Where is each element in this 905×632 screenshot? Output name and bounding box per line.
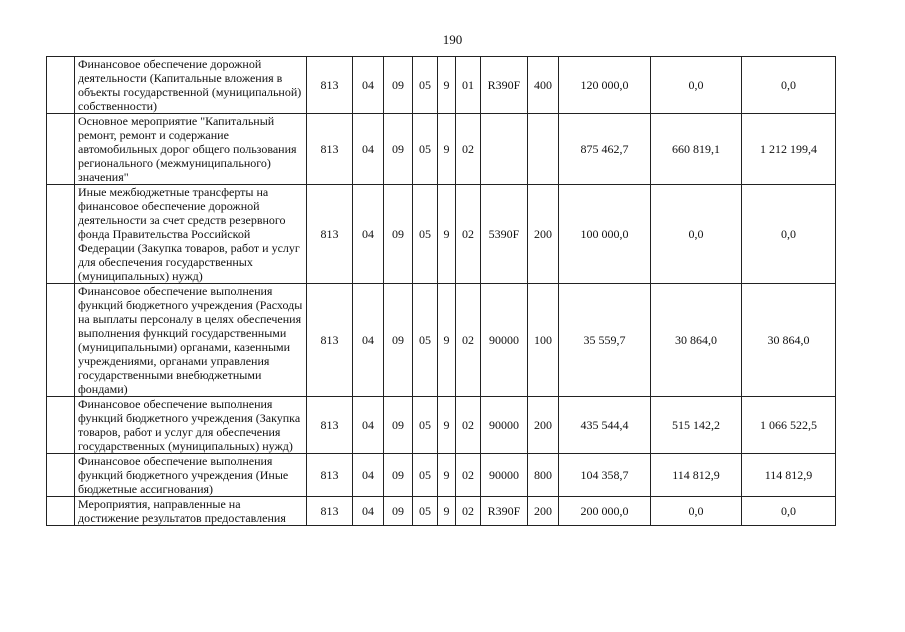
row-code-part-4: R390F [481,497,528,526]
row-code-part-3: 02 [456,114,481,185]
row-blank-cell [47,454,75,497]
table-row [47,397,836,454]
row-amount-year-1: 120 000,0 [559,57,651,114]
row-code-part-1: 05 [413,114,438,185]
row-code-part-2: 9 [438,114,456,185]
table-row [47,497,836,526]
row-ved: 813 [307,454,353,497]
row-amount-year-3: 0,0 [742,497,836,526]
row-pr: 09 [384,454,413,497]
row-vr: 200 [528,185,559,284]
row-vr: 400 [528,57,559,114]
row-code-part-2: 9 [438,454,456,497]
row-amount-year-1: 435 544,4 [559,397,651,454]
row-amount-year-2: 30 864,0 [651,284,742,397]
row-code-part-4 [481,114,528,185]
row-amount-year-2: 0,0 [651,57,742,114]
row-code-part-2: 9 [438,185,456,284]
row-code-part-4: 5390F [481,185,528,284]
row-blank-cell [47,57,75,114]
row-code-part-3: 02 [456,284,481,397]
row-name: Финансовое обеспечение выполнения функций бюджетного учреждения (Иные бюджетные ассигнования) [75,454,307,497]
row-vr: 800 [528,454,559,497]
row-rz: 04 [353,454,384,497]
row-code-part-4: R390F [481,57,528,114]
row-rz: 04 [353,497,384,526]
row-ved: 813 [307,114,353,185]
row-vr: 100 [528,284,559,397]
row-rz: 04 [353,57,384,114]
row-code-part-2: 9 [438,57,456,114]
row-amount-year-2: 515 142,2 [651,397,742,454]
row-rz: 04 [353,284,384,397]
row-amount-year-2: 0,0 [651,185,742,284]
row-amount-year-1: 35 559,7 [559,284,651,397]
row-name: Финансовое обеспечение дорожной деятельности (Капитальные вложения в объекты государственной (муниципальной) собственности) [75,57,307,114]
page-number: 190 [442,32,463,47]
row-amount-year-1: 875 462,7 [559,114,651,185]
row-amount-year-1: 100 000,0 [559,185,651,284]
row-blank-cell [47,497,75,526]
table-row [47,454,836,497]
row-code-part-4: 90000 [481,397,528,454]
row-amount-year-2: 114 812,9 [651,454,742,497]
row-name: Основное мероприятие "Капитальный ремонт, ремонт и содержание автомобильных дорог общего пользования регионального (межмуниципального) значения" [75,114,307,185]
row-rz: 04 [353,185,384,284]
row-code-part-3: 01 [456,57,481,114]
row-ved: 813 [307,185,353,284]
row-pr: 09 [384,185,413,284]
table-row [47,57,836,114]
row-code-part-3: 02 [456,397,481,454]
row-amount-year-2: 0,0 [651,497,742,526]
row-code-part-1: 05 [413,185,438,284]
row-ved: 813 [307,397,353,454]
row-pr: 09 [384,114,413,185]
row-code-part-4: 90000 [481,284,528,397]
row-amount-year-3: 114 812,9 [742,454,836,497]
row-code-part-1: 05 [413,284,438,397]
row-amount-year-3: 0,0 [742,185,836,284]
row-name: Финансовое обеспечение выполнения функций бюджетного учреждения (Расходы на выплаты персоналу в целях обеспечения выполнения функций государственными (муниципальными) органами, казенными учреждениями, органами управления государственными внебюджетными фондами) [75,284,307,397]
row-code-part-1: 05 [413,454,438,497]
row-name: Финансовое обеспечение выполнения функций бюджетного учреждения (Закупка товаров, работ и услуг для обеспечения государственных (муниципальных) нужд) [75,397,307,454]
row-code-part-2: 9 [438,497,456,526]
row-ved: 813 [307,284,353,397]
row-code-part-2: 9 [438,397,456,454]
row-amount-year-3: 1 212 199,4 [742,114,836,185]
row-blank-cell [47,185,75,284]
row-amount-year-3: 30 864,0 [742,284,836,397]
row-code-part-1: 05 [413,397,438,454]
row-ved: 813 [307,497,353,526]
row-amount-year-1: 200 000,0 [559,497,651,526]
row-vr: 200 [528,397,559,454]
row-code-part-1: 05 [413,57,438,114]
row-vr: 200 [528,497,559,526]
row-rz: 04 [353,397,384,454]
row-amount-year-3: 0,0 [742,57,836,114]
row-code-part-3: 02 [456,497,481,526]
row-ved: 813 [307,57,353,114]
table-row [47,185,836,284]
row-blank-cell [47,397,75,454]
row-pr: 09 [384,397,413,454]
row-name: Мероприятия, направленные на достижение результатов предоставления [75,497,307,526]
row-rz: 04 [353,114,384,185]
budget-table [46,56,836,526]
table-row [47,114,836,185]
row-code-part-4: 90000 [481,454,528,497]
row-pr: 09 [384,57,413,114]
row-pr: 09 [384,497,413,526]
row-code-part-3: 02 [456,185,481,284]
row-code-part-2: 9 [438,284,456,397]
row-blank-cell [47,284,75,397]
table-row [47,284,836,397]
row-name: Иные межбюджетные трансферты на финансовое обеспечение дорожной деятельности за счет средств резервного фонда Правительства Российской Федерации (Закупка товаров, работ и услуг для обеспечения государственных (муниципальных) нужд) [75,185,307,284]
row-vr [528,114,559,185]
row-code-part-1: 05 [413,497,438,526]
row-amount-year-2: 660 819,1 [651,114,742,185]
row-blank-cell [47,114,75,185]
row-amount-year-1: 104 358,7 [559,454,651,497]
row-amount-year-3: 1 066 522,5 [742,397,836,454]
row-code-part-3: 02 [456,454,481,497]
row-pr: 09 [384,284,413,397]
